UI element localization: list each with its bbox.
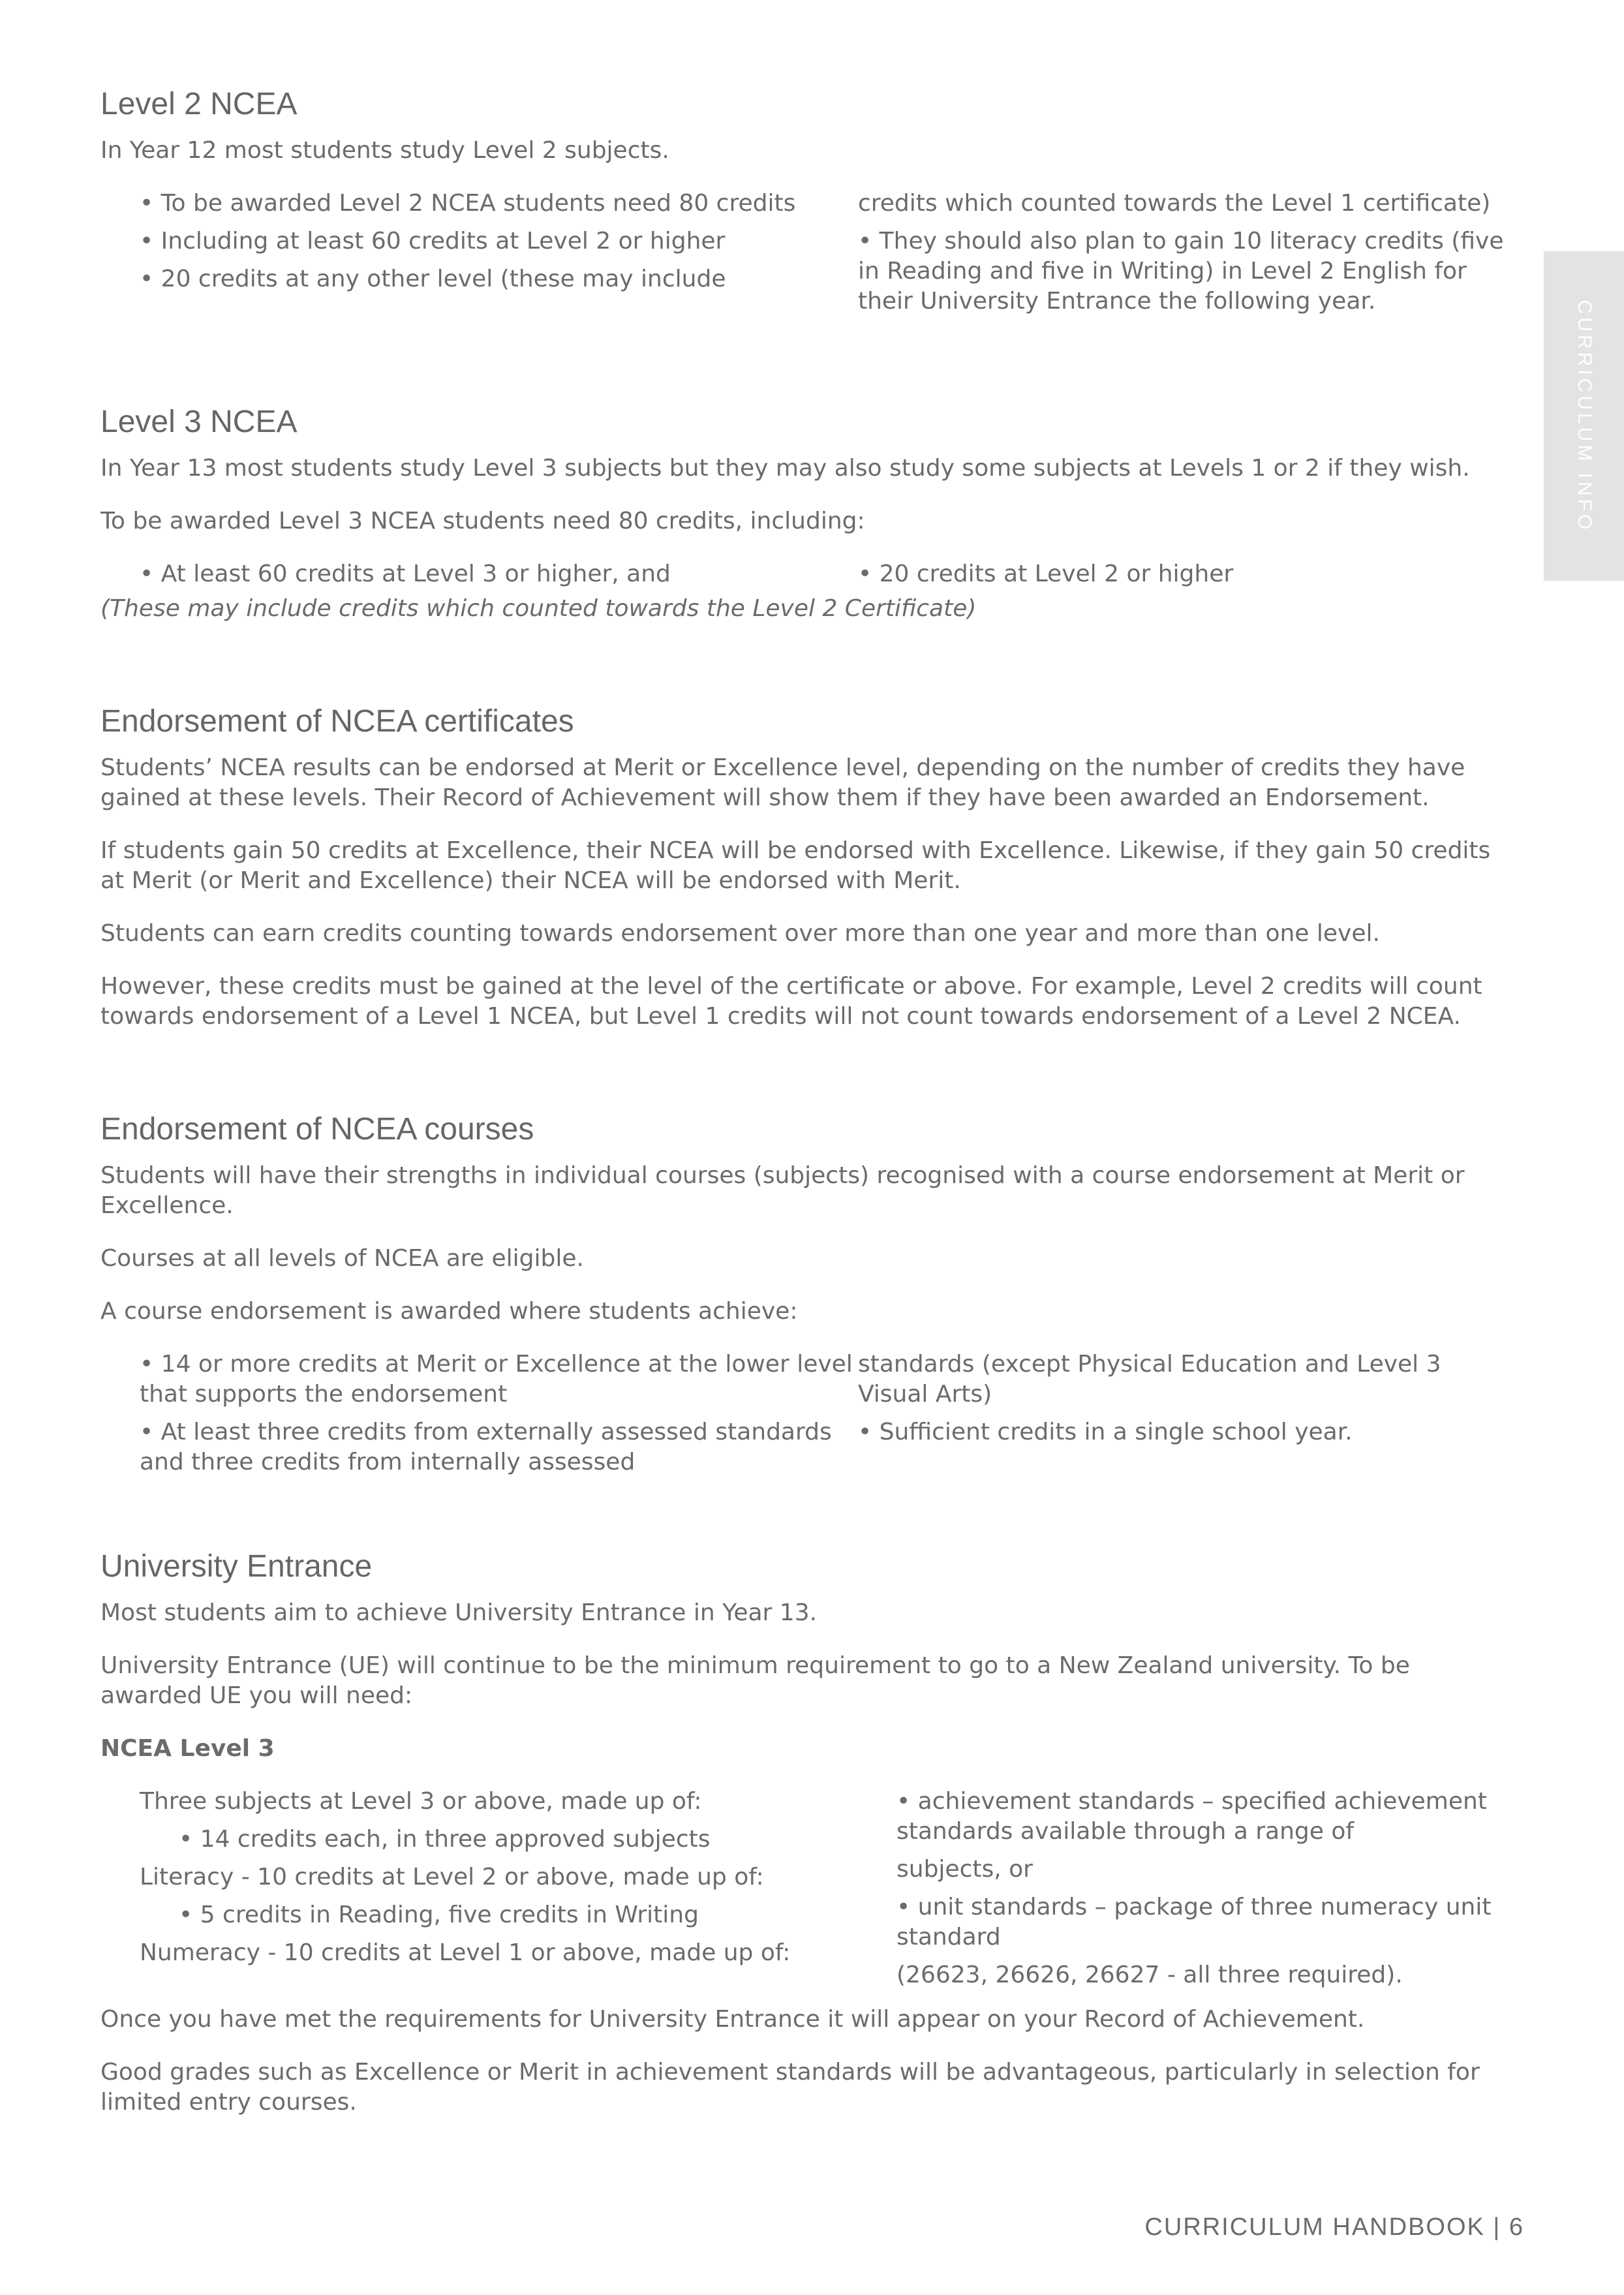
column-left [140, 1349, 858, 1485]
list-item: credits which counted towards the Level 1 certificate) [857, 190, 1491, 217]
section-endorsement-certificates [100, 702, 1510, 1032]
list-item: • achievement standards – specified achievement standards available through a range of [896, 1788, 1487, 1845]
list-item: • Including at least 60 credits at Level 2 or higher [140, 228, 726, 254]
two-column-list [100, 189, 1510, 324]
list-item: • 5 credits in Reading, five credits in Writing [179, 1902, 699, 1928]
paragraph: In Year 12 most students study Level 2 subjects. [100, 137, 669, 164]
list-item: • 14 credits each, in three approved subjects [179, 1826, 711, 1853]
page-content [100, 85, 1510, 2140]
list-item: • At least 60 credits at Level 3 or higher, and [140, 561, 671, 587]
column-left [140, 1787, 896, 1998]
paragraph: Once you have met the requirements for University Entrance it will appear on your Record of Achievement. [100, 2006, 1365, 2033]
list-item: • unit standards – package of three numeracy unit standard [896, 1894, 1492, 1950]
two-column-list [100, 559, 1510, 597]
list-item: • At least three credits from externally assessed standards and three credits from internally assessed [140, 1419, 832, 1475]
paragraph: Good grades such as Excellence or Merit in achievement standards will be advantageous, particularly in selection for limited entry courses. [100, 2059, 1480, 2116]
paragraph: Courses at all levels of NCEA are eligible. [100, 1245, 584, 1272]
page-footer: CURRICULUM HANDBOOK | 6 [1144, 2213, 1524, 2241]
paragraph: Students’ NCEA results can be endorsed at Merit or Excellence level, depending on the number of credits they have gained at these levels. Their Record of Achievement will show them if they have been awarded an Endorsement. [100, 754, 1465, 811]
section-heading: University Entrance [100, 1549, 373, 1584]
two-column-list [100, 1787, 1510, 1998]
side-tab [1544, 251, 1624, 581]
list-item: • 20 credits at any other level (these may include [140, 266, 726, 292]
paragraph: Students will have their strengths in individual courses (subjects) recognised with a course endorsement at Merit or Excellence. [100, 1162, 1465, 1219]
section-heading: Endorsement of NCEA certificates [100, 704, 574, 739]
list-item: • 20 credits at Level 2 or higher [857, 561, 1234, 587]
list-item: subjects, or [896, 1856, 1033, 1883]
paragraph: Students can earn credits counting towards endorsement over more than one year and more than one level. [100, 920, 1380, 947]
paragraph: If students gain 50 credits at Excellence, their NCEA will be endorsed with Excellence. Likewise, if they gain 50 credits at Merit (or Merit and Excellence) their NCEA will be endorsed with Merit. [100, 837, 1491, 894]
list-item: • They should also plan to gain 10 literacy credits (five in Reading and five in Writing) in Level 2 English for their University Entrance the following year. [857, 228, 1504, 315]
section-heading: Endorsement of NCEA courses [100, 1112, 534, 1147]
column-right [896, 1787, 1510, 1998]
note: (These may include credits which counted towards the Level 2 Certificate) [100, 595, 977, 622]
list-item: • 14 or more credits at Merit or Excellence at the lower level that supports the endorsement [140, 1351, 853, 1408]
column-left [140, 189, 858, 324]
paragraph: In Year 13 most students study Level 3 subjects but they may also study some subjects at Levels 1 or 2 if they wish. [100, 455, 1470, 482]
list-item: (26623, 26626, 26627 - all three required). [896, 1962, 1403, 1988]
column-right [858, 189, 1510, 324]
list-item: • Sufficient credits in a single school year. [857, 1419, 1353, 1445]
list-item: • To be awarded Level 2 NCEA students need 80 credits [140, 190, 796, 217]
column-right [858, 1349, 1510, 1485]
paragraph: University Entrance (UE) will continue to be the minimum requirement to go to a New Zealand university. To be awarded UE you will need: [100, 1652, 1410, 1709]
list-item: Numeracy - 10 credits at Level 1 or above, made up of: [140, 1939, 791, 1966]
list-item: Literacy - 10 credits at Level 2 or above, made up of: [140, 1864, 764, 1890]
section-university-entrance [100, 1547, 1510, 2118]
section-heading: Level 2 NCEA [100, 87, 298, 121]
paragraph: Most students aim to achieve University Entrance in Year 13. [100, 1599, 818, 1626]
side-tab-label: CURRICULUM INFO [1573, 300, 1595, 532]
column-left [140, 559, 858, 597]
paragraph: A course endorsement is awarded where students achieve: [100, 1298, 798, 1325]
section-endorsement-courses [100, 1110, 1510, 1485]
paragraph: To be awarded Level 3 NCEA students need 80 credits, including: [100, 508, 865, 534]
section-level2 [100, 85, 1510, 324]
two-column-list [100, 1349, 1510, 1485]
column-right [858, 559, 1510, 597]
list-item: Three subjects at Level 3 or above, made up of: [140, 1788, 702, 1815]
section-heading: Level 3 NCEA [100, 405, 298, 439]
paragraph: However, these credits must be gained at the level of the certificate or above. For example, Level 2 credits will count towards endorsement of a Level 1 NCEA, but Level 1 credits will not count towards endorsement of a Level 2 NCEA. [100, 973, 1482, 1030]
list-item: standards (except Physical Education and Level 3 Visual Arts) [857, 1351, 1441, 1408]
section-level3 [100, 403, 1510, 624]
subheading: NCEA Level 3 [100, 1735, 275, 1762]
